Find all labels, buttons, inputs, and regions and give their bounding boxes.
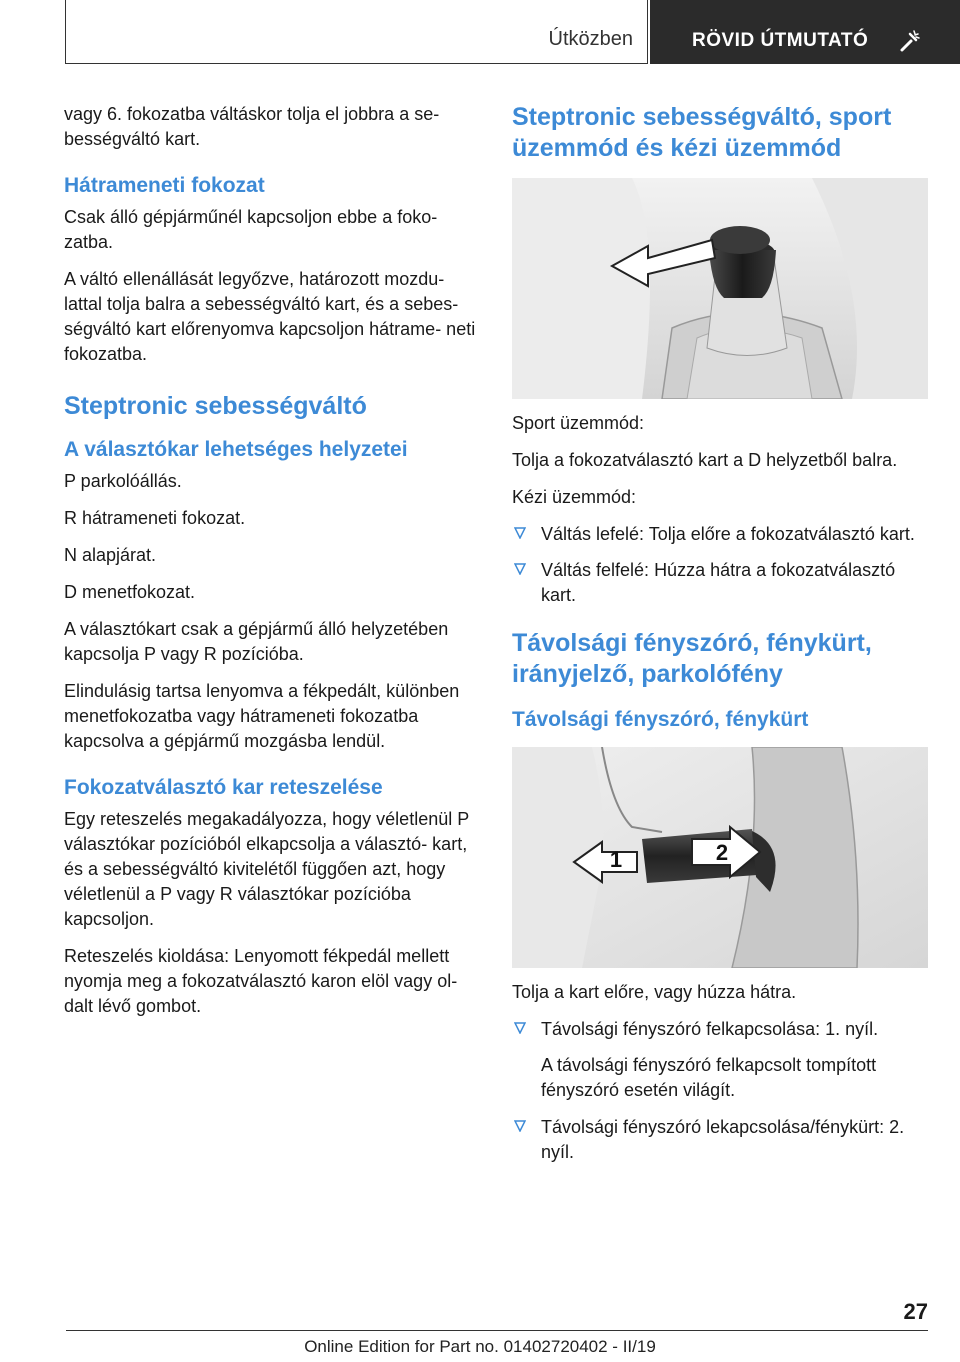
header-title: RÖVID ÚTMUTATÓ <box>692 30 869 51</box>
paragraph: D menetfokozat. <box>64 582 196 602</box>
paragraph: vagy 6. fokozatba váltáskor tolja el jobbra a se‐ bességváltó kart. <box>64 104 440 149</box>
list-item: Távolsági fényszóró lekapcsolása/fénykürt: 2. nyíl. <box>512 1115 928 1165</box>
heading-reverse-gear: Hátrameneti fokozat <box>64 174 265 197</box>
list-item: Váltás lefelé: Tolja előre a fokozatválasztó kart. <box>512 522 928 547</box>
left-column <box>64 102 480 1031</box>
heading-steptronic: Steptronic sebességváltó <box>64 392 367 420</box>
paragraph: Reteszelés kioldása: Lenyomott fékpedál mellett nyomja meg a fokozatválasztó karon elöl vagy ol‐ dalt lévő gombot. <box>64 946 458 1016</box>
triangle-bullet-icon <box>514 1120 526 1132</box>
paragraph: A távolsági fényszóró felkapcsolt tompított fényszóró esetén világít. <box>541 1055 877 1100</box>
paragraph: Elindulásig tartsa lenyomva a fékpedált, különben menetfokozatba vagy hátrameneti fokozatba kapcsolva a gépjármű mozgásba lendül. <box>64 681 460 751</box>
paragraph: Sport üzemmód: <box>512 413 645 433</box>
gear-selector-illustration <box>512 178 928 399</box>
page-number: 27 <box>903 1299 928 1324</box>
high-beam-list-2 <box>512 1115 928 1165</box>
list-item: Távolsági fényszóró felkapcsolása: 1. nyíl. <box>512 1017 928 1042</box>
paragraph: R hátrameneti fokozat. <box>64 508 246 528</box>
paragraph: A váltó ellenállását legyőzve, határozott mozdu‐ lattal tolja balra a sebességváltó kart, és a sebes‐ ségváltó kart előrenyomva kapcsoljon hátrame‐ neti fokozatba. <box>64 269 476 364</box>
paragraph: Csak álló gépjárműnél kapcsoljon ebbe a foko‐ zatba. <box>64 207 438 252</box>
paragraph: Tolja a fokozatválasztó kart a D helyzetből balra. <box>512 450 898 470</box>
paragraph: Kézi üzemmód: <box>512 487 637 507</box>
paragraph: P parkolóállás. <box>64 471 182 491</box>
right-column <box>512 102 928 1176</box>
header-section-box <box>65 0 648 64</box>
heading-sport-manual-mode: Steptronic sebességváltó, sport üzemmód és kézi üzemmód <box>512 103 892 162</box>
manual-mode-list <box>512 522 928 608</box>
triangle-bullet-icon <box>514 527 526 539</box>
header-section-label: Útközben <box>548 28 633 50</box>
paragraph: Tolja a kart előre, vagy húzza hátra. <box>512 982 797 1002</box>
list-item: Váltás felfelé: Húzza hátra a fokozatválasztó kart. <box>512 558 928 608</box>
heading-high-beam: Távolsági fényszóró, fénykürt <box>512 708 809 731</box>
header-title-box <box>650 0 960 64</box>
heading-selector-lock: Fokozatválasztó kar reteszelése <box>64 776 383 799</box>
footer-divider <box>66 1330 928 1331</box>
arrow-label-1: 1 <box>609 847 623 872</box>
footer-edition: Online Edition for Part no. 01402720402 - II/19 <box>304 1337 656 1356</box>
paragraph: N alapjárat. <box>64 545 157 565</box>
turn-signal-lever-illustration <box>512 747 928 968</box>
triangle-bullet-icon <box>514 563 526 575</box>
paragraph: A választókart csak a gépjármű álló helyzetében kapcsolja P vagy R pozícióba. <box>64 619 449 664</box>
heading-selector-positions: A választókar lehetséges helyzetei <box>64 438 408 461</box>
wrench-spark-icon <box>896 28 922 54</box>
high-beam-list <box>512 1017 928 1042</box>
paragraph: Egy reteszelés megakadályozza, hogy véletlenül P választókar pozícióból elkapcsolja a választó‐ kart, és a sebességváltó kivitelétől függően azt, hogy véletlenül a P vagy R választókar pozícióba kapcsoljon. <box>64 809 469 929</box>
triangle-bullet-icon <box>514 1022 526 1034</box>
heading-lights: Távolsági fényszóró, fénykürt, irányjelző, parkolófény <box>512 629 872 688</box>
arrow-label-2: 2 <box>715 840 729 865</box>
